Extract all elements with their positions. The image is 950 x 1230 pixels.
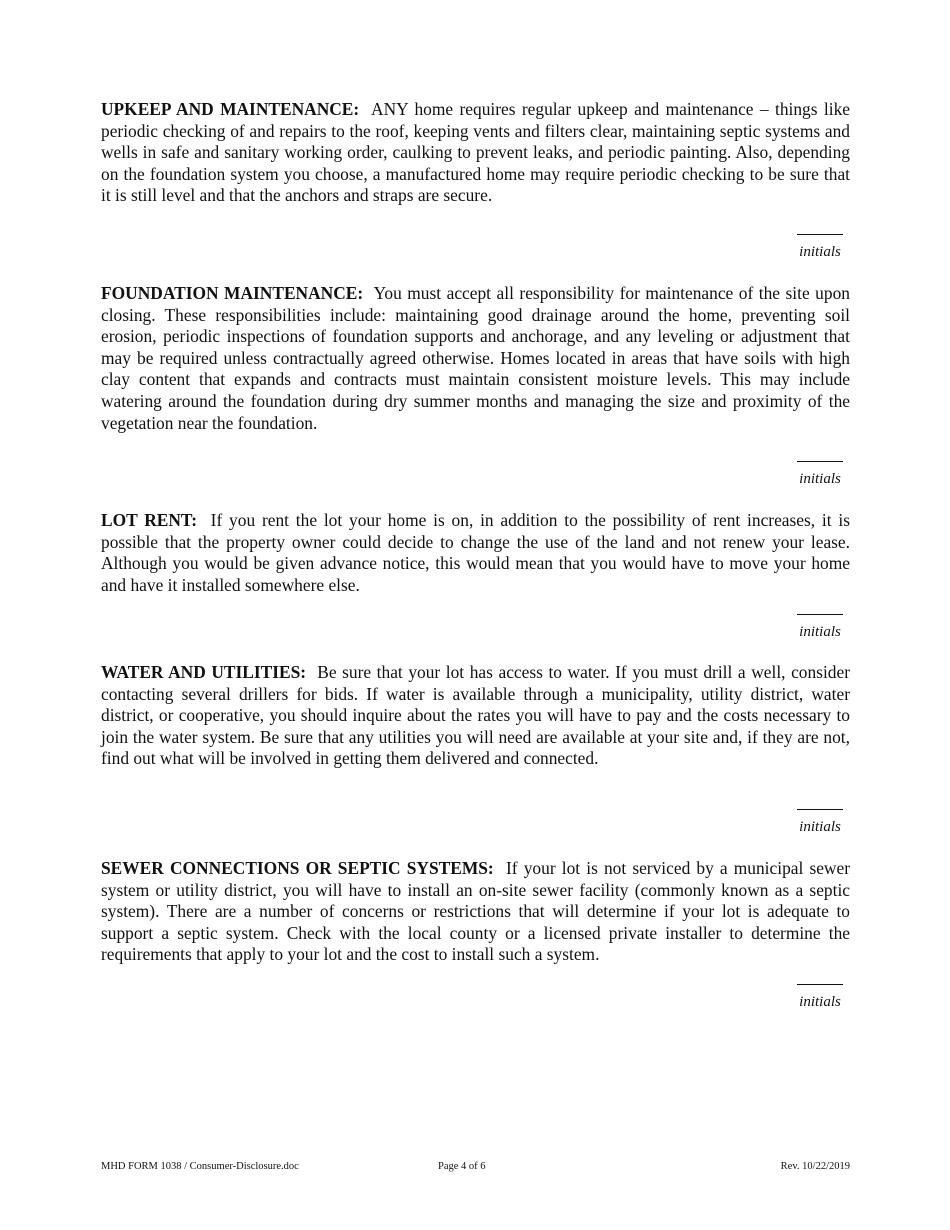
section-paragraph	[101, 283, 850, 434]
initials-label: initials	[799, 471, 841, 487]
section-heading: FOUNDATION MAINTENANCE:	[101, 283, 364, 303]
section-body: ANY home requires regular upkeep and maintenance – things like periodic checking of and repairs to the roof, keeping vents and filters clear, maintaining septic systems and wells in safe and sanitary working order, caulking to prevent leaks, and periodic painting. Also, depending on the foundation system you choose, a manufactured home may require periodic checking to be sure that it is still level and that the anchors and straps are secure.	[101, 99, 850, 206]
footer-form-id: MHD FORM 1038 / Consumer-Disclosure.doc	[101, 1161, 299, 1172]
initials-label: initials	[799, 819, 841, 835]
section-heading: SEWER CONNECTIONS OR SEPTIC SYSTEMS:	[101, 858, 494, 878]
initials-line[interactable]	[797, 234, 843, 235]
initials-field-lot-rent	[795, 614, 845, 641]
section-foundation-maintenance	[101, 283, 850, 434]
section-body: Be sure that your lot has access to water. If you must drill a well, consider contacting several drillers for bids. If water is available through a municipality, utility district, water district, or cooperative, you should inquire about the rates you will have to pay and the costs necessary to join the water system. Be sure that any utilities you will need are available at your site and, if they are not, find out what will be involved in getting them delivered and connected.	[101, 662, 850, 769]
section-heading: UPKEEP AND MAINTENANCE:	[101, 99, 360, 119]
initials-label: initials	[799, 994, 841, 1010]
initials-field-water-utilities	[795, 809, 845, 836]
footer-page-number: Page 4 of 6	[438, 1161, 486, 1172]
section-heading: WATER AND UTILITIES:	[101, 662, 307, 682]
section-sewer-septic	[101, 858, 850, 966]
section-heading: LOT RENT:	[101, 510, 198, 530]
section-body: You must accept all responsibility for maintenance of the site upon closing. These responsibilities include: maintaining good drainage around the home, preventing soil erosion, periodic inspections of foundation supports and anchorage, and any leveling or adjustment that may be required unless contractually agreed otherwise. Homes located in areas that have soils with high clay content that expands and contracts must maintain consistent moisture levels. This may include watering around the foundation during dry summer months and managing the size and proximity of the vegetation near the foundation.	[101, 283, 850, 433]
section-upkeep-maintenance	[101, 99, 850, 207]
section-water-utilities	[101, 662, 850, 770]
initials-label: initials	[799, 624, 841, 640]
section-paragraph	[101, 510, 850, 596]
section-body: If you rent the lot your home is on, in addition to the possibility of rent increases, it is possible that the property owner could decide to change the use of the land and not renew your lease. Although you would be given advance notice, this would mean that you would have to move your home and have it installed somewhere else.	[101, 510, 851, 595]
section-paragraph	[101, 662, 850, 770]
initials-field-foundation	[795, 461, 845, 488]
initials-label: initials	[799, 244, 841, 260]
footer-revision: Rev. 10/22/2019	[780, 1161, 850, 1172]
section-body: If your lot is not serviced by a municipal sewer system or utility district, you will have to install an on-site sewer facility (commonly known as a septic system). There are a number of concerns or restrictions that will determine if your lot is adequate to support a septic system. Check with the local county or a licensed private installer to determine the requirements that apply to your lot and the cost to install such a system.	[101, 858, 851, 965]
initials-line[interactable]	[797, 984, 843, 985]
initials-line[interactable]	[797, 461, 843, 462]
initials-field-sewer-septic	[795, 984, 845, 1011]
initials-field-upkeep	[795, 234, 845, 261]
section-paragraph	[101, 99, 850, 207]
initials-line[interactable]	[797, 809, 843, 810]
initials-line[interactable]	[797, 614, 843, 615]
section-paragraph	[101, 858, 850, 966]
section-lot-rent	[101, 510, 850, 596]
